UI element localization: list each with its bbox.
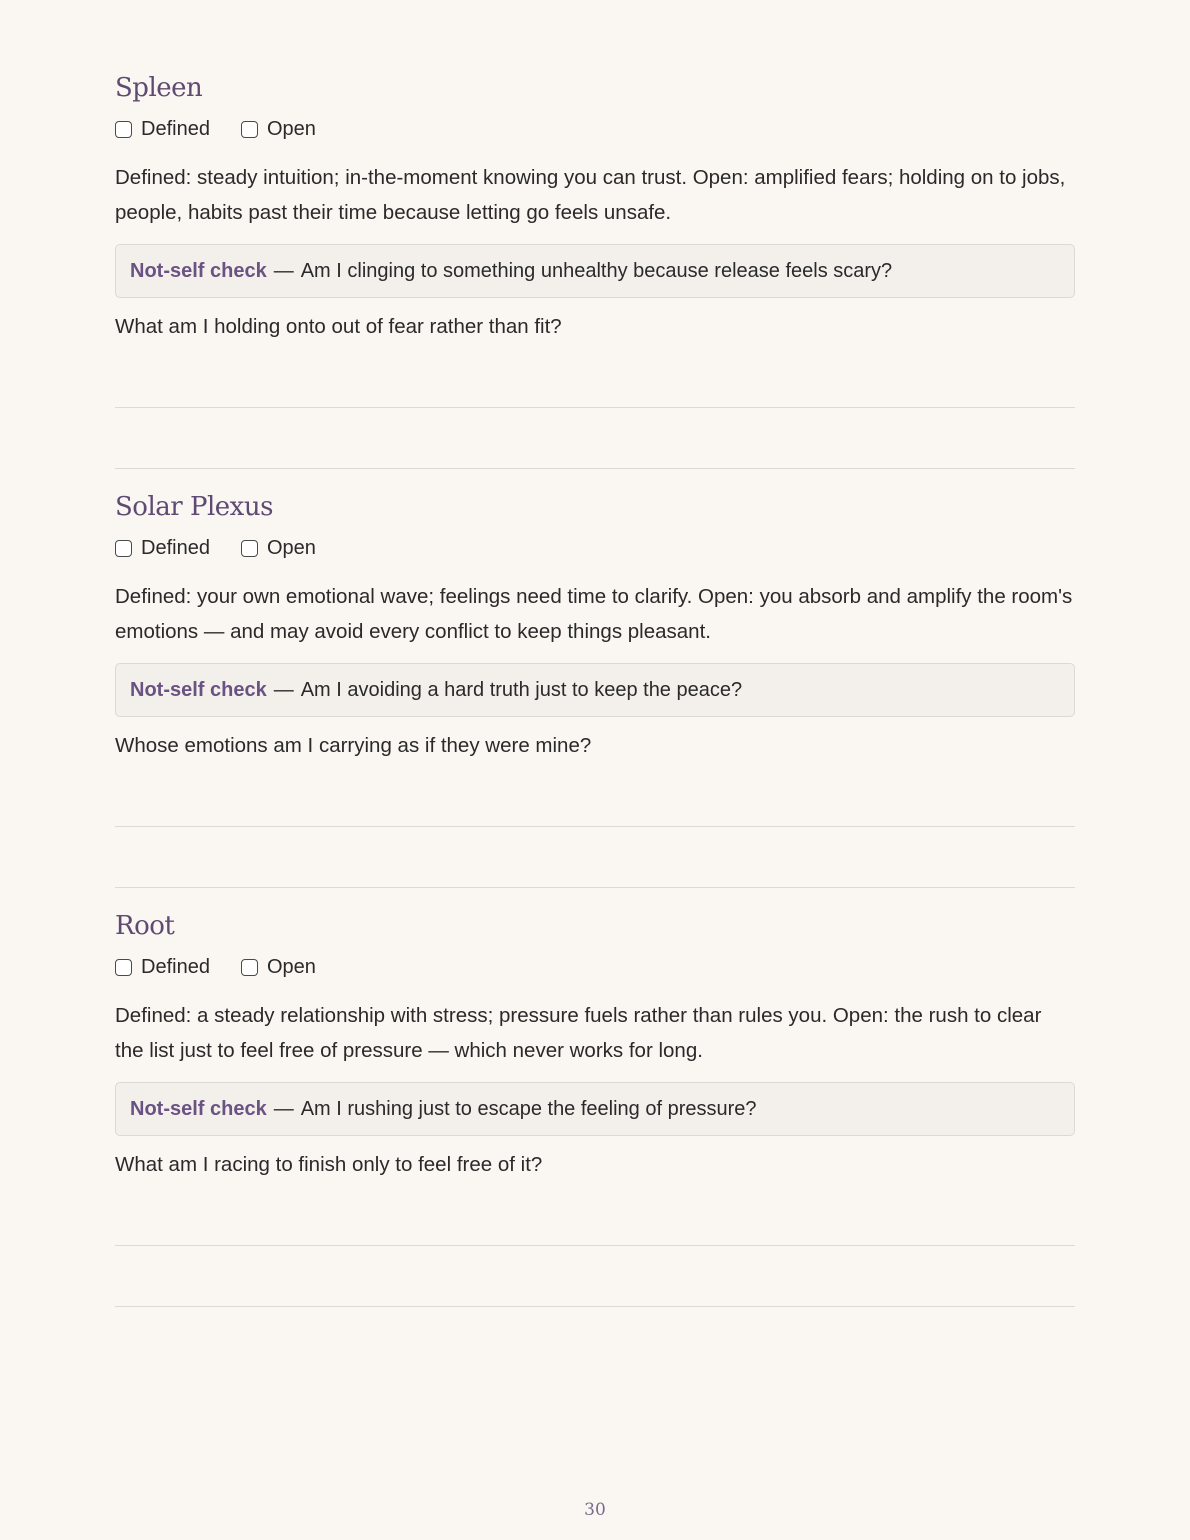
open-checkbox[interactable] — [241, 121, 258, 138]
journal-prompt: What am I racing to finish only to feel free of it? — [115, 1153, 543, 1176]
open-checkbox-option[interactable] — [241, 956, 316, 979]
callout-text: Am I avoiding a hard truth just to keep the peace? — [300, 678, 743, 701]
callout-label: Not-self check — [130, 678, 267, 701]
section-solar-plexus — [115, 489, 1075, 888]
open-checkbox[interactable] — [241, 540, 258, 557]
section-description: Defined: steady intuition; in-the-moment knowing you can trust. Open: amplified fears; holding on to jobs, people, habits past their time because letting go feels unsafe. — [115, 166, 1066, 224]
callout-text: Am I clinging to something unhealthy because release feels scary? — [300, 259, 893, 282]
section-title: Spleen — [115, 73, 203, 103]
open-checkbox[interactable] — [241, 959, 258, 976]
journal-prompt: What am I holding onto out of fear rather than fit? — [115, 315, 562, 338]
not-self-check-callout — [115, 244, 1075, 298]
definition-options — [115, 954, 1075, 980]
writing-line[interactable] — [115, 468, 1075, 469]
defined-checkbox[interactable] — [115, 121, 132, 138]
defined-checkbox-option[interactable] — [115, 956, 210, 979]
defined-checkbox[interactable] — [115, 959, 132, 976]
definition-options — [115, 535, 1075, 561]
section-spleen — [115, 70, 1075, 469]
writing-line[interactable] — [115, 887, 1075, 888]
section-description: Defined: a steady relationship with stress; pressure fuels rather than rules you. Open: the rush to clear the list just to feel free of pressure — which never works for long. — [115, 1004, 1042, 1062]
callout-label: Not-self check — [130, 259, 267, 282]
defined-label: Defined — [141, 117, 210, 140]
section-title: Root — [115, 911, 175, 941]
page-number: 30 — [584, 1500, 606, 1520]
defined-checkbox-option[interactable] — [115, 537, 210, 560]
not-self-check-callout — [115, 663, 1075, 717]
defined-label: Defined — [141, 955, 210, 978]
section-description: Defined: your own emotional wave; feelings need time to clarify. Open: you absorb and amplify the room's emotions — and may avoid every conflict to keep things pleasant. — [115, 585, 1073, 643]
callout-separator: — — [273, 259, 294, 282]
writing-line[interactable] — [115, 826, 1075, 827]
definition-options — [115, 116, 1075, 142]
writing-line[interactable] — [115, 407, 1075, 408]
defined-label: Defined — [141, 536, 210, 559]
writing-line[interactable] — [115, 1245, 1075, 1246]
callout-separator: — — [273, 678, 294, 701]
journal-page-content — [115, 70, 1075, 1307]
open-checkbox-option[interactable] — [241, 537, 316, 560]
open-checkbox-option[interactable] — [241, 118, 316, 141]
section-title: Solar Plexus — [115, 492, 273, 522]
defined-checkbox-option[interactable] — [115, 118, 210, 141]
journal-prompt: Whose emotions am I carrying as if they were mine? — [115, 734, 592, 757]
callout-separator: — — [273, 1097, 294, 1120]
callout-text: Am I rushing just to escape the feeling of pressure? — [300, 1097, 757, 1120]
open-label: Open — [266, 536, 316, 559]
not-self-check-callout — [115, 1082, 1075, 1136]
defined-checkbox[interactable] — [115, 540, 132, 557]
open-label: Open — [266, 955, 316, 978]
section-root — [115, 908, 1075, 1307]
writing-line[interactable] — [115, 1306, 1075, 1307]
callout-label: Not-self check — [130, 1097, 267, 1120]
open-label: Open — [266, 117, 316, 140]
